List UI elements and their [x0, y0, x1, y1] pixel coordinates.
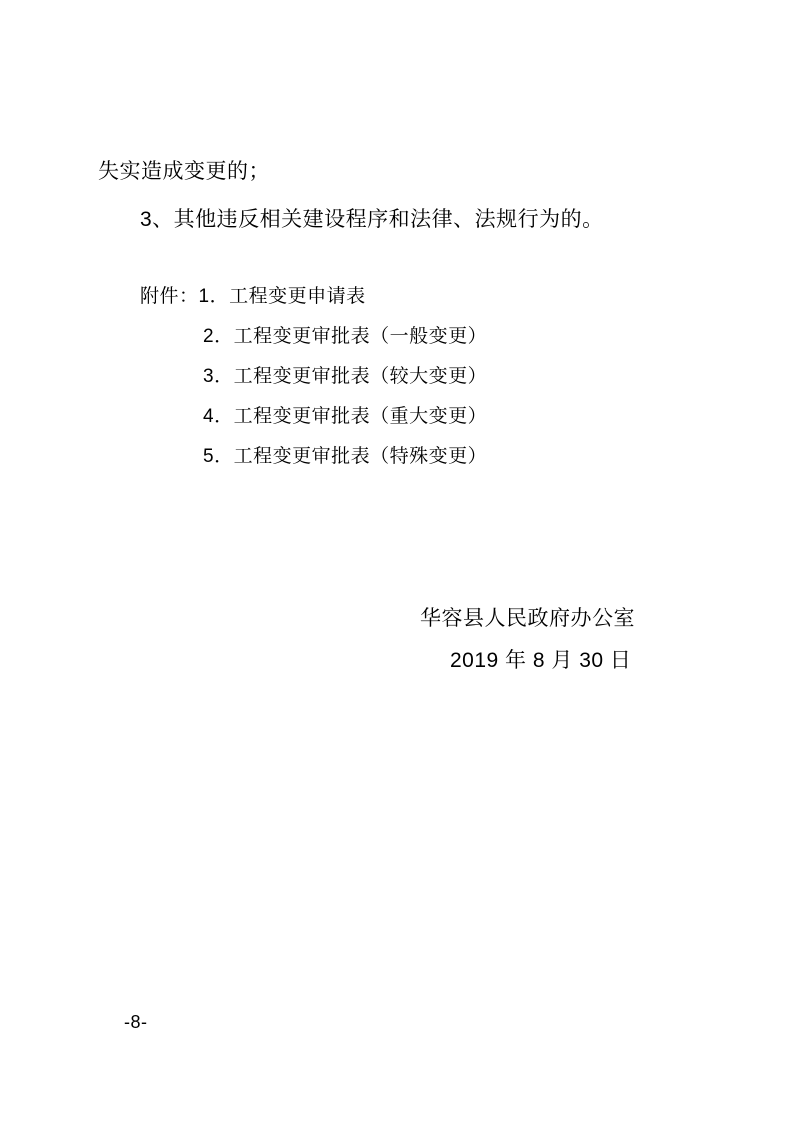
signature-block: [420, 598, 740, 682]
attachment-item-3: 3．工程变更审批表（较大变更）: [203, 366, 488, 387]
attachment-item-1: 附件：1．工程变更申请表: [140, 286, 366, 307]
attachment-list: [140, 277, 700, 477]
attachment-item-4: 4．工程变更审批表（重大变更）: [203, 406, 488, 427]
attachment-item-5: 5．工程变更审批表（特殊变更）: [203, 446, 488, 467]
body-text-block: [98, 148, 718, 244]
signature-organization: 华容县人民政府办公室: [420, 607, 635, 630]
paragraph-1: 失实造成变更的；: [98, 160, 270, 183]
attachment-item-2: 2．工程变更审批表（一般变更）: [203, 326, 488, 347]
signature-date: 2019 年 8 月 30 日: [450, 649, 632, 672]
paragraph-2: 3、其他违反相关建设程序和法律、法规行为的。: [140, 208, 604, 231]
page-number: -8-: [124, 1012, 148, 1032]
